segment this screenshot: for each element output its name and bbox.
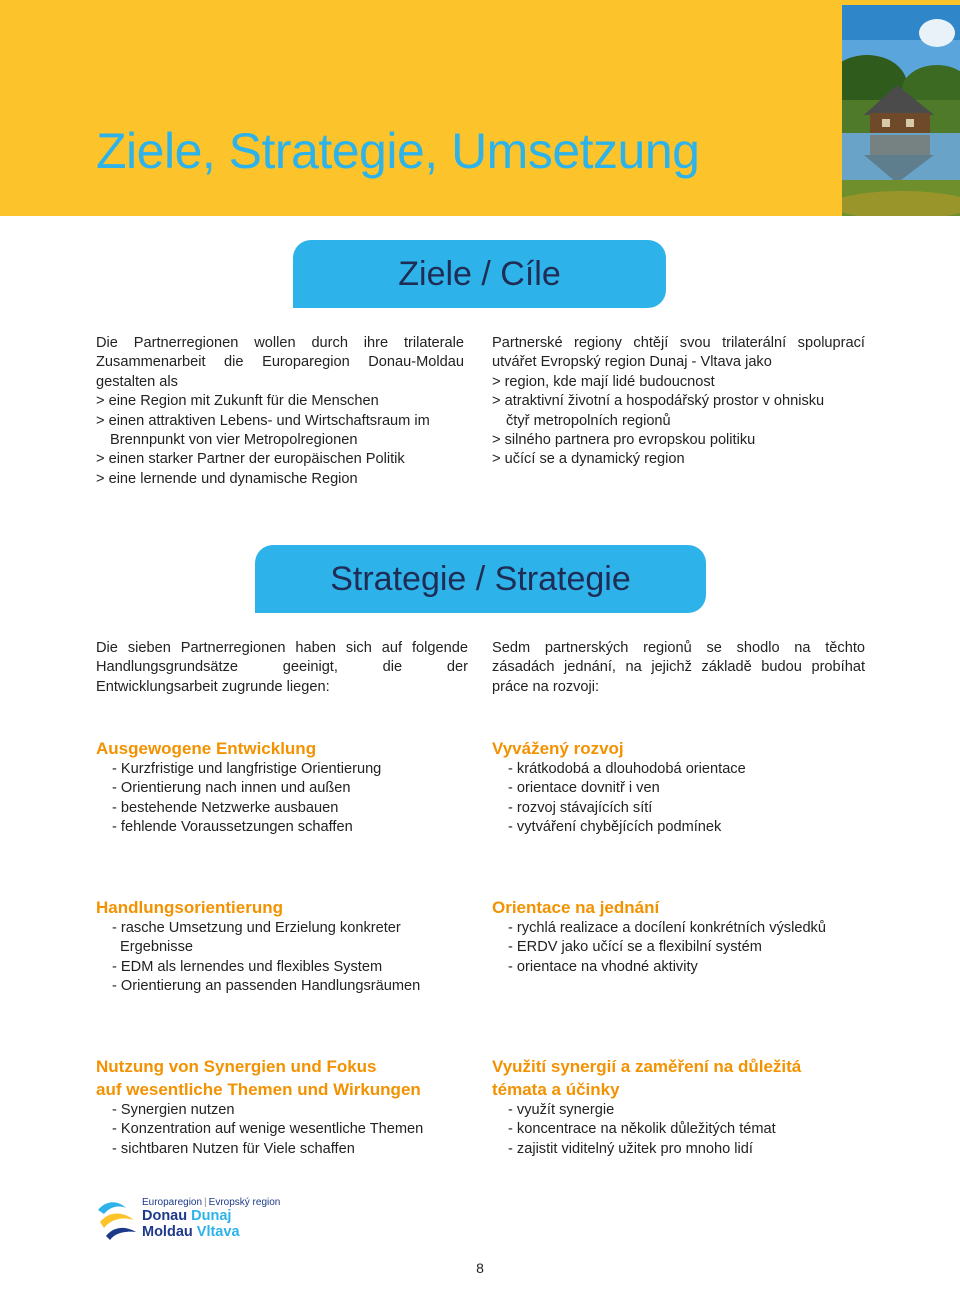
page-title: Ziele, Strategie, Umsetzung (96, 123, 700, 179)
wave-logo-icon (96, 1196, 140, 1242)
section-heading-ziele: Ziele / Cíle (293, 240, 666, 308)
principle-item: - Konzentration auf wenige wesentliche Themen (112, 1121, 424, 1138)
principle-item: - zajistit viditelný užitek pro mnoho lidí (508, 1140, 753, 1157)
ziele-cz-item: > silného partnera pro evropskou politiku (492, 432, 756, 449)
principle-block-de (96, 737, 468, 838)
principle-block-cz (492, 1055, 865, 1159)
principle-item: - rychlá realizace a docílení konkrétních výsledků (508, 920, 826, 936)
ziele-german-text (96, 334, 464, 489)
principle-item: - krátkodobá a dlouhodobá orientace (508, 761, 746, 777)
principle-heading: témata a účinky (492, 1080, 620, 1099)
principle-item: - sichtbaren Nutzen für Viele schaffen (112, 1140, 355, 1157)
principle-heading: auf wesentliche Themen und Wirkungen (96, 1080, 421, 1099)
principle-heading: Využití synergií a zaměření na důležitá (492, 1057, 802, 1076)
principle-item: - Orientierung an passenden Handlungsräumen (112, 978, 421, 995)
principle-block-de (96, 896, 468, 997)
principle-item: - koncentrace na několik důležitých témat (508, 1121, 776, 1138)
principle-block-de (96, 1055, 468, 1159)
section-heading-strategie: Strategie / Strategie (255, 545, 706, 613)
ziele-de-item: > einen starker Partner der europäischen Politik (96, 451, 405, 468)
principle-heading: Ausgewogene Entwicklung (96, 739, 317, 758)
principle-item: - rasche Umsetzung und Erzielung konkreter (112, 920, 401, 936)
ziele-de-item: > eine Region mit Zukunft für die Menschen (96, 393, 379, 410)
principle-item: - fehlende Voraussetzungen schaffen (112, 819, 353, 836)
principle-heading: Nutzung von Synergien und Fokus (96, 1057, 377, 1076)
principle-item: - Synergien nutzen (112, 1102, 235, 1118)
principle-heading: Vyvážený rozvoj (492, 739, 624, 758)
principle-heading: Orientace na jednání (492, 898, 660, 917)
principle-item: - Orientierung nach innen und außen (112, 780, 351, 797)
europaregion-logo: Europaregion | Evropský region Donau Dunaj Moldau Vltava (96, 1196, 266, 1244)
principle-item: - orientace dovnitř i ven (508, 780, 660, 797)
principle-block-cz (492, 896, 865, 977)
principle-item: - EDM als lernendes und flexibles System (112, 958, 383, 975)
ziele-cz-item: > atraktivní životní a hospodářský prostor v ohnisku (492, 393, 825, 410)
principle-block-cz (492, 737, 865, 838)
principle-item: - Kurzfristige und langfristige Orientierung (112, 761, 382, 777)
ziele-cz-item: > učící se a dynamický region (492, 451, 685, 468)
landscape-photo (842, 5, 960, 216)
ziele-de-item: > einen attraktiven Lebens- und Wirtschaftsraum im (96, 412, 430, 429)
ziele-cz-item: čtyř metropolních regionů (506, 412, 671, 429)
ziele-de-item: Brennpunkt von vier Metropolregionen (110, 432, 358, 449)
ziele-de-intro: Die Partnerregionen wollen durch ihre trilaterale Zusammenarbeit die Europaregion Donau-Moldau gestalten als (96, 335, 464, 390)
ziele-cz-item: > region, kde mají lidé budoucnost (492, 373, 715, 390)
principle-item: - využít synergie (508, 1102, 615, 1118)
principle-item: - orientace na vhodné aktivity (508, 958, 698, 975)
principle-item: Ergebnisse (120, 939, 194, 956)
ziele-czech-text (492, 334, 865, 470)
page-number: 8 (476, 1260, 484, 1276)
principle-heading: Handlungsorientierung (96, 898, 283, 917)
ziele-de-item: > eine lernende und dynamische Region (96, 470, 358, 487)
principle-item: - rozvoj stávajících sítí (508, 799, 653, 816)
principle-item: - ERDV jako učící se a flexibilní systém (508, 939, 762, 956)
ziele-cz-intro: Partnerské regiony chtějí svou trilaterální spoluprací utvářet Evropský region Dunaj - Vltava jako (492, 335, 865, 371)
strategie-czech-intro: Sedm partnerských regionů se shodlo na těchto zásadách jednání, na jejichž základě budou probíhat práce na rozvoji: (492, 640, 865, 695)
header-band (0, 0, 960, 216)
principle-item: - bestehende Netzwerke ausbauen (112, 799, 339, 816)
strategie-german-intro: Die sieben Partnerregionen haben sich auf folgende Handlungsgrundsätze geeinigt, die der Entwicklungsarbeit zugrunde liegen: (96, 640, 468, 695)
principle-item: - vytváření chybějících podmínek (508, 819, 722, 836)
